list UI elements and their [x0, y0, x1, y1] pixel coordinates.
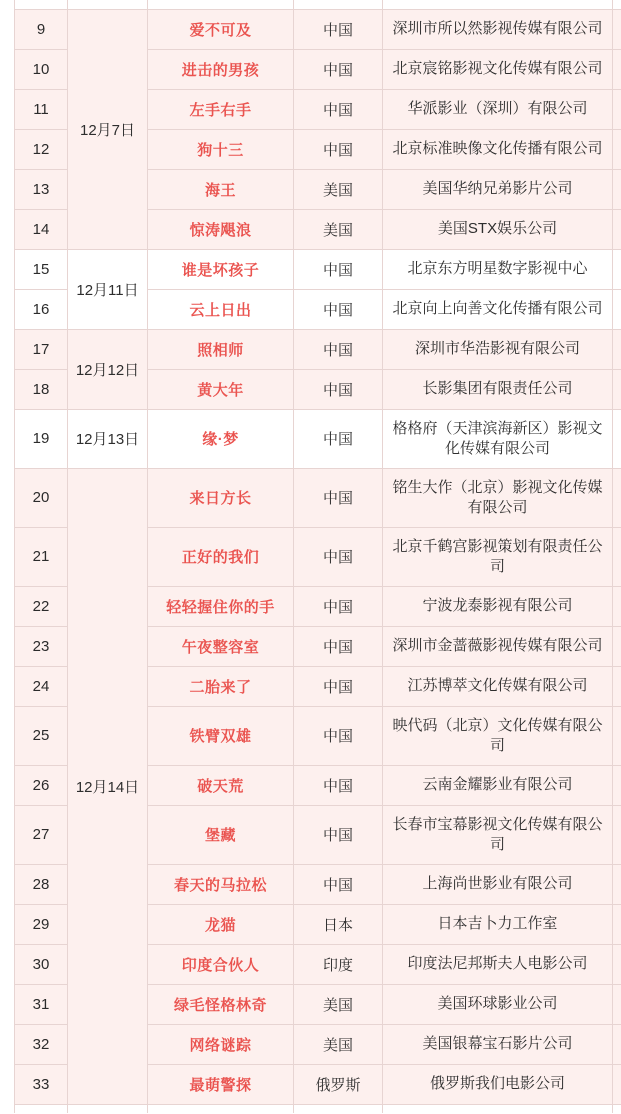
cell-country: 中国 [294, 765, 383, 805]
cell-row-number: 22 [15, 586, 68, 626]
cell-row-number: 11 [15, 89, 68, 129]
cell-movie-title: 海王 [148, 169, 294, 209]
cell-movie-title: 铁臂双雄 [148, 706, 294, 765]
table-row [15, 409, 621, 468]
cell-company: 云南金耀影业有限公司 [383, 765, 613, 805]
cell-next-column-sliver [613, 329, 621, 369]
cell-next-column-sliver [613, 527, 621, 586]
cell-release-date: 12月14日 [68, 468, 148, 1104]
cell-company: 长影集团有限责任公司 [383, 369, 613, 409]
cell-company: 美国STX娱乐公司 [383, 209, 613, 249]
cell-movie-title: 龙猫 [148, 904, 294, 944]
cell-row-number [15, 0, 68, 9]
cell-row-number: 18 [15, 369, 68, 409]
cell-row-number: 17 [15, 329, 68, 369]
cell-row-number: 16 [15, 289, 68, 329]
cell-movie-title: 午夜整容室 [148, 626, 294, 666]
cell-movie-title: 照相师 [148, 329, 294, 369]
cell-country: 中国 [294, 129, 383, 169]
cell-next-column-sliver [613, 409, 621, 468]
cell-company: 北京千鹤宫影视策划有限责任公司 [383, 527, 613, 586]
cell-row-number: 31 [15, 984, 68, 1024]
cell-row-number: 25 [15, 706, 68, 765]
cell-country: 中国 [294, 527, 383, 586]
cell-country: 中国 [294, 626, 383, 666]
cell-movie-title: 惊涛飓浪 [148, 209, 294, 249]
cell-company: 美国环球影业公司 [383, 984, 613, 1024]
cell-release-date [68, 0, 148, 9]
cell-country: 中国 [294, 586, 383, 626]
cell-row-number: 30 [15, 944, 68, 984]
cell-next-column-sliver [613, 468, 621, 527]
cell-country: 印度 [294, 944, 383, 984]
cell-row-number: 26 [15, 765, 68, 805]
cell-movie-title: 缘·梦 [148, 409, 294, 468]
cell-movie-title: 正好的我们 [148, 527, 294, 586]
cell-next-column-sliver [613, 49, 621, 89]
cell-next-column-sliver [613, 369, 621, 409]
cell-next-column-sliver [613, 765, 621, 805]
cell-release-date: 12月13日 [68, 409, 148, 468]
cell-next-column-sliver [613, 706, 621, 765]
cell-movie-title: 春天的马拉松 [148, 864, 294, 904]
cell-country: 中国 [294, 409, 383, 468]
cell-country: 中国 [294, 369, 383, 409]
cell-country: 中国 [294, 329, 383, 369]
cell-row-number: 27 [15, 805, 68, 864]
cell-movie-title: 网络谜踪 [148, 1024, 294, 1064]
table-row-cutoff-top [15, 0, 621, 9]
cell-next-column-sliver [613, 1024, 621, 1064]
cell-country: 中国 [294, 706, 383, 765]
table-row [15, 468, 621, 527]
cell-movie-title: 进击的男孩 [148, 49, 294, 89]
cell-country: 中国 [294, 89, 383, 129]
cell-row-number: 9 [15, 9, 68, 49]
cell-country: 中国 [294, 289, 383, 329]
cell-company: 美国华纳兄弟影片公司 [383, 169, 613, 209]
cell-next-column-sliver [613, 626, 621, 666]
cell-company: 日本吉卜力工作室 [383, 904, 613, 944]
cell-company: 格格府（天津滨海新区）影视文化传媒有限公司 [383, 409, 613, 468]
cell-movie-title: 谁是坏孩子 [148, 249, 294, 289]
cell-next-column-sliver [613, 666, 621, 706]
cell-next-column-sliver [613, 1104, 621, 1113]
cell-movie-title [148, 1104, 294, 1113]
cell-next-column-sliver [613, 129, 621, 169]
cell-country: 中国 [294, 468, 383, 527]
cell-company: 宁波龙泰影视有限公司 [383, 586, 613, 626]
cell-movie-title: 黄大年 [148, 369, 294, 409]
cell-next-column-sliver [613, 169, 621, 209]
cell-country: 美国 [294, 209, 383, 249]
cell-company: 上海尚世影业有限公司 [383, 864, 613, 904]
table-row [15, 249, 621, 289]
cell-next-column-sliver [613, 984, 621, 1024]
movie-table-body [15, 0, 621, 1113]
cell-country: 日本 [294, 904, 383, 944]
cell-movie-title: 左手右手 [148, 89, 294, 129]
cell-company: 俄罗斯我们电影公司 [383, 1064, 613, 1104]
cell-movie-title: 印度合伙人 [148, 944, 294, 984]
cell-country: 中国 [294, 864, 383, 904]
cell-movie-title: 二胎来了 [148, 666, 294, 706]
cell-row-number: 10 [15, 49, 68, 89]
cell-row-number: 24 [15, 666, 68, 706]
cell-country: 美国 [294, 984, 383, 1024]
cell-row-number: 12 [15, 129, 68, 169]
cell-row-number: 20 [15, 468, 68, 527]
cell-country: 俄罗斯 [294, 1064, 383, 1104]
cell-movie-title: 绿毛怪格林奇 [148, 984, 294, 1024]
cell-company: 映代码（北京）文化传媒有限公司 [383, 706, 613, 765]
cell-company: 江苏博萃文化传媒有限公司 [383, 666, 613, 706]
cell-company: 华派影业（深圳）有限公司 [383, 89, 613, 129]
cell-row-number: 19 [15, 409, 68, 468]
cell-movie-title: 云上日出 [148, 289, 294, 329]
cell-country: 中国 [294, 9, 383, 49]
cell-company: 铭生大作（北京）影视文化传媒有限公司 [383, 468, 613, 527]
cell-movie-title: 轻轻握住你的手 [148, 586, 294, 626]
cell-row-number: 28 [15, 864, 68, 904]
cell-next-column-sliver [613, 1064, 621, 1104]
cell-company: 深圳市所以然影视传媒有限公司 [383, 9, 613, 49]
cell-company: 印度法尼邦斯夫人电影公司 [383, 944, 613, 984]
cell-country: 美国 [294, 1024, 383, 1064]
cell-country: 中国 [294, 666, 383, 706]
cell-company: 深圳市金蔷薇影视传媒有限公司 [383, 626, 613, 666]
cell-company: 美国银幕宝石影片公司 [383, 1024, 613, 1064]
cell-next-column-sliver [613, 864, 621, 904]
cell-row-number: 21 [15, 527, 68, 586]
cell-company [383, 0, 613, 9]
cell-row-number: 29 [15, 904, 68, 944]
cell-movie-title: 最萌警探 [148, 1064, 294, 1104]
cell-country: 中国 [294, 805, 383, 864]
movie-release-table [14, 0, 621, 1113]
cell-row-number [15, 1104, 68, 1113]
cell-next-column-sliver [613, 0, 621, 9]
cell-next-column-sliver [613, 89, 621, 129]
cell-company: 长春市宝幕影视文化传媒有限公司 [383, 805, 613, 864]
cell-release-date: 12月7日 [68, 9, 148, 249]
cell-company [383, 1104, 613, 1113]
cell-country: 中国 [294, 249, 383, 289]
cell-next-column-sliver [613, 586, 621, 626]
cell-country [294, 0, 383, 9]
cell-country: 中国 [294, 49, 383, 89]
cell-next-column-sliver [613, 289, 621, 329]
cell-movie-title: 堡藏 [148, 805, 294, 864]
cell-next-column-sliver [613, 805, 621, 864]
cell-movie-title [148, 0, 294, 9]
cell-next-column-sliver [613, 209, 621, 249]
cell-row-number: 14 [15, 209, 68, 249]
cell-row-number: 32 [15, 1024, 68, 1064]
cell-movie-title: 破天荒 [148, 765, 294, 805]
cell-movie-title: 爱不可及 [148, 9, 294, 49]
table-row-cutoff-bottom [15, 1104, 621, 1113]
cell-release-date: 12月12日 [68, 329, 148, 409]
cell-next-column-sliver [613, 904, 621, 944]
cell-next-column-sliver [613, 249, 621, 289]
cell-company: 北京向上向善文化传播有限公司 [383, 289, 613, 329]
table-row [15, 9, 621, 49]
cell-company: 北京宸铭影视文化传媒有限公司 [383, 49, 613, 89]
cell-release-date: 12月11日 [68, 249, 148, 329]
cell-row-number: 15 [15, 249, 68, 289]
table-row [15, 329, 621, 369]
cell-next-column-sliver [613, 9, 621, 49]
cell-company: 深圳市华浩影视有限公司 [383, 329, 613, 369]
cell-row-number: 13 [15, 169, 68, 209]
cell-row-number: 23 [15, 626, 68, 666]
cell-release-date [68, 1104, 148, 1113]
cell-country [294, 1104, 383, 1113]
cell-country: 美国 [294, 169, 383, 209]
cell-row-number: 33 [15, 1064, 68, 1104]
cell-company: 北京东方明星数字影视中心 [383, 249, 613, 289]
cell-movie-title: 来日方长 [148, 468, 294, 527]
cell-movie-title: 狗十三 [148, 129, 294, 169]
cell-next-column-sliver [613, 944, 621, 984]
cell-company: 北京标准映像文化传播有限公司 [383, 129, 613, 169]
